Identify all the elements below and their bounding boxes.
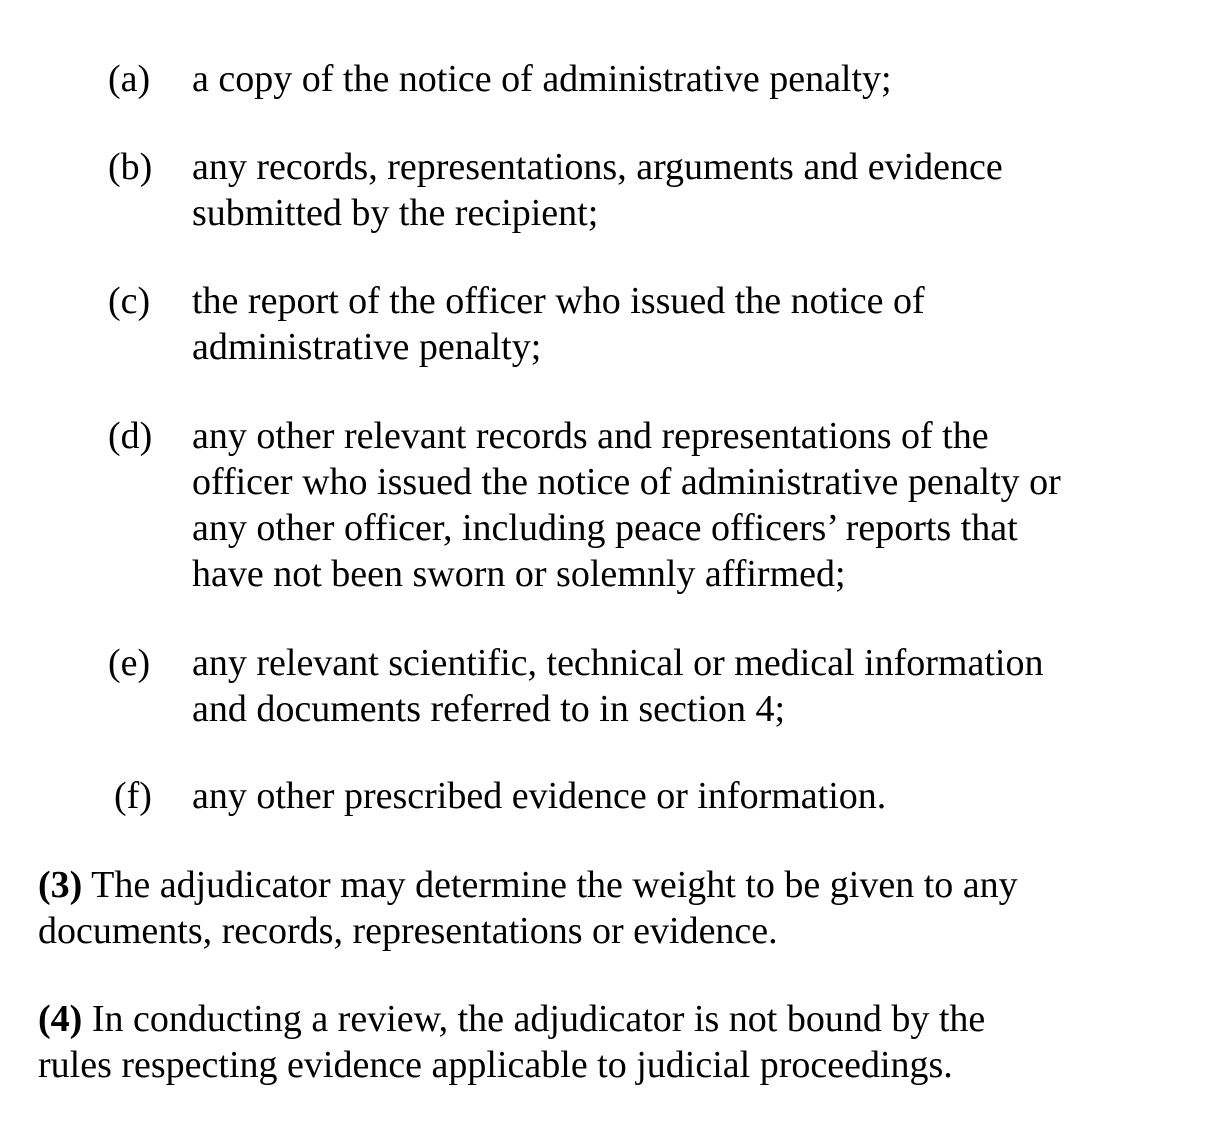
paragraph-number: (3) xyxy=(38,864,83,906)
paragraph-3 xyxy=(38,862,1188,954)
clause-text: any other relevant records and representations of the officer who issued the notice of administrative penalty or any other officer, including peace officers’ reports that have not been sworn or solemnly affirmed; xyxy=(192,415,1061,595)
clause-label: (a) xyxy=(108,58,151,100)
paragraph-number: (4) xyxy=(38,998,83,1040)
paragraph-4 xyxy=(38,996,1188,1088)
clause-text: any records, representations, arguments and evidence submitted by the recipient; xyxy=(192,146,1003,234)
clause-label: (e) xyxy=(108,642,151,684)
paragraph-text: In conducting a review, the adjudicator is not bound by the rules respecting evidence applicable to judicial proceedings. xyxy=(38,998,986,1086)
clause-text: the report of the officer who issued the notice of administrative penalty; xyxy=(192,280,925,368)
clause-text: a copy of the notice of administrative penalty; xyxy=(192,58,892,100)
clause-label: (b) xyxy=(108,146,153,188)
clause-text: any other prescribed evidence or information. xyxy=(192,775,887,817)
clause-label: (c) xyxy=(108,280,151,322)
clause-label: (f) xyxy=(114,775,152,817)
clause-label: (d) xyxy=(108,415,153,457)
clause-text: any relevant scientific, technical or medical information and documents referred to in section 4; xyxy=(192,642,1044,730)
paragraph-text: The adjudicator may determine the weight to be given to any documents, records, representations or evidence. xyxy=(38,864,1018,952)
